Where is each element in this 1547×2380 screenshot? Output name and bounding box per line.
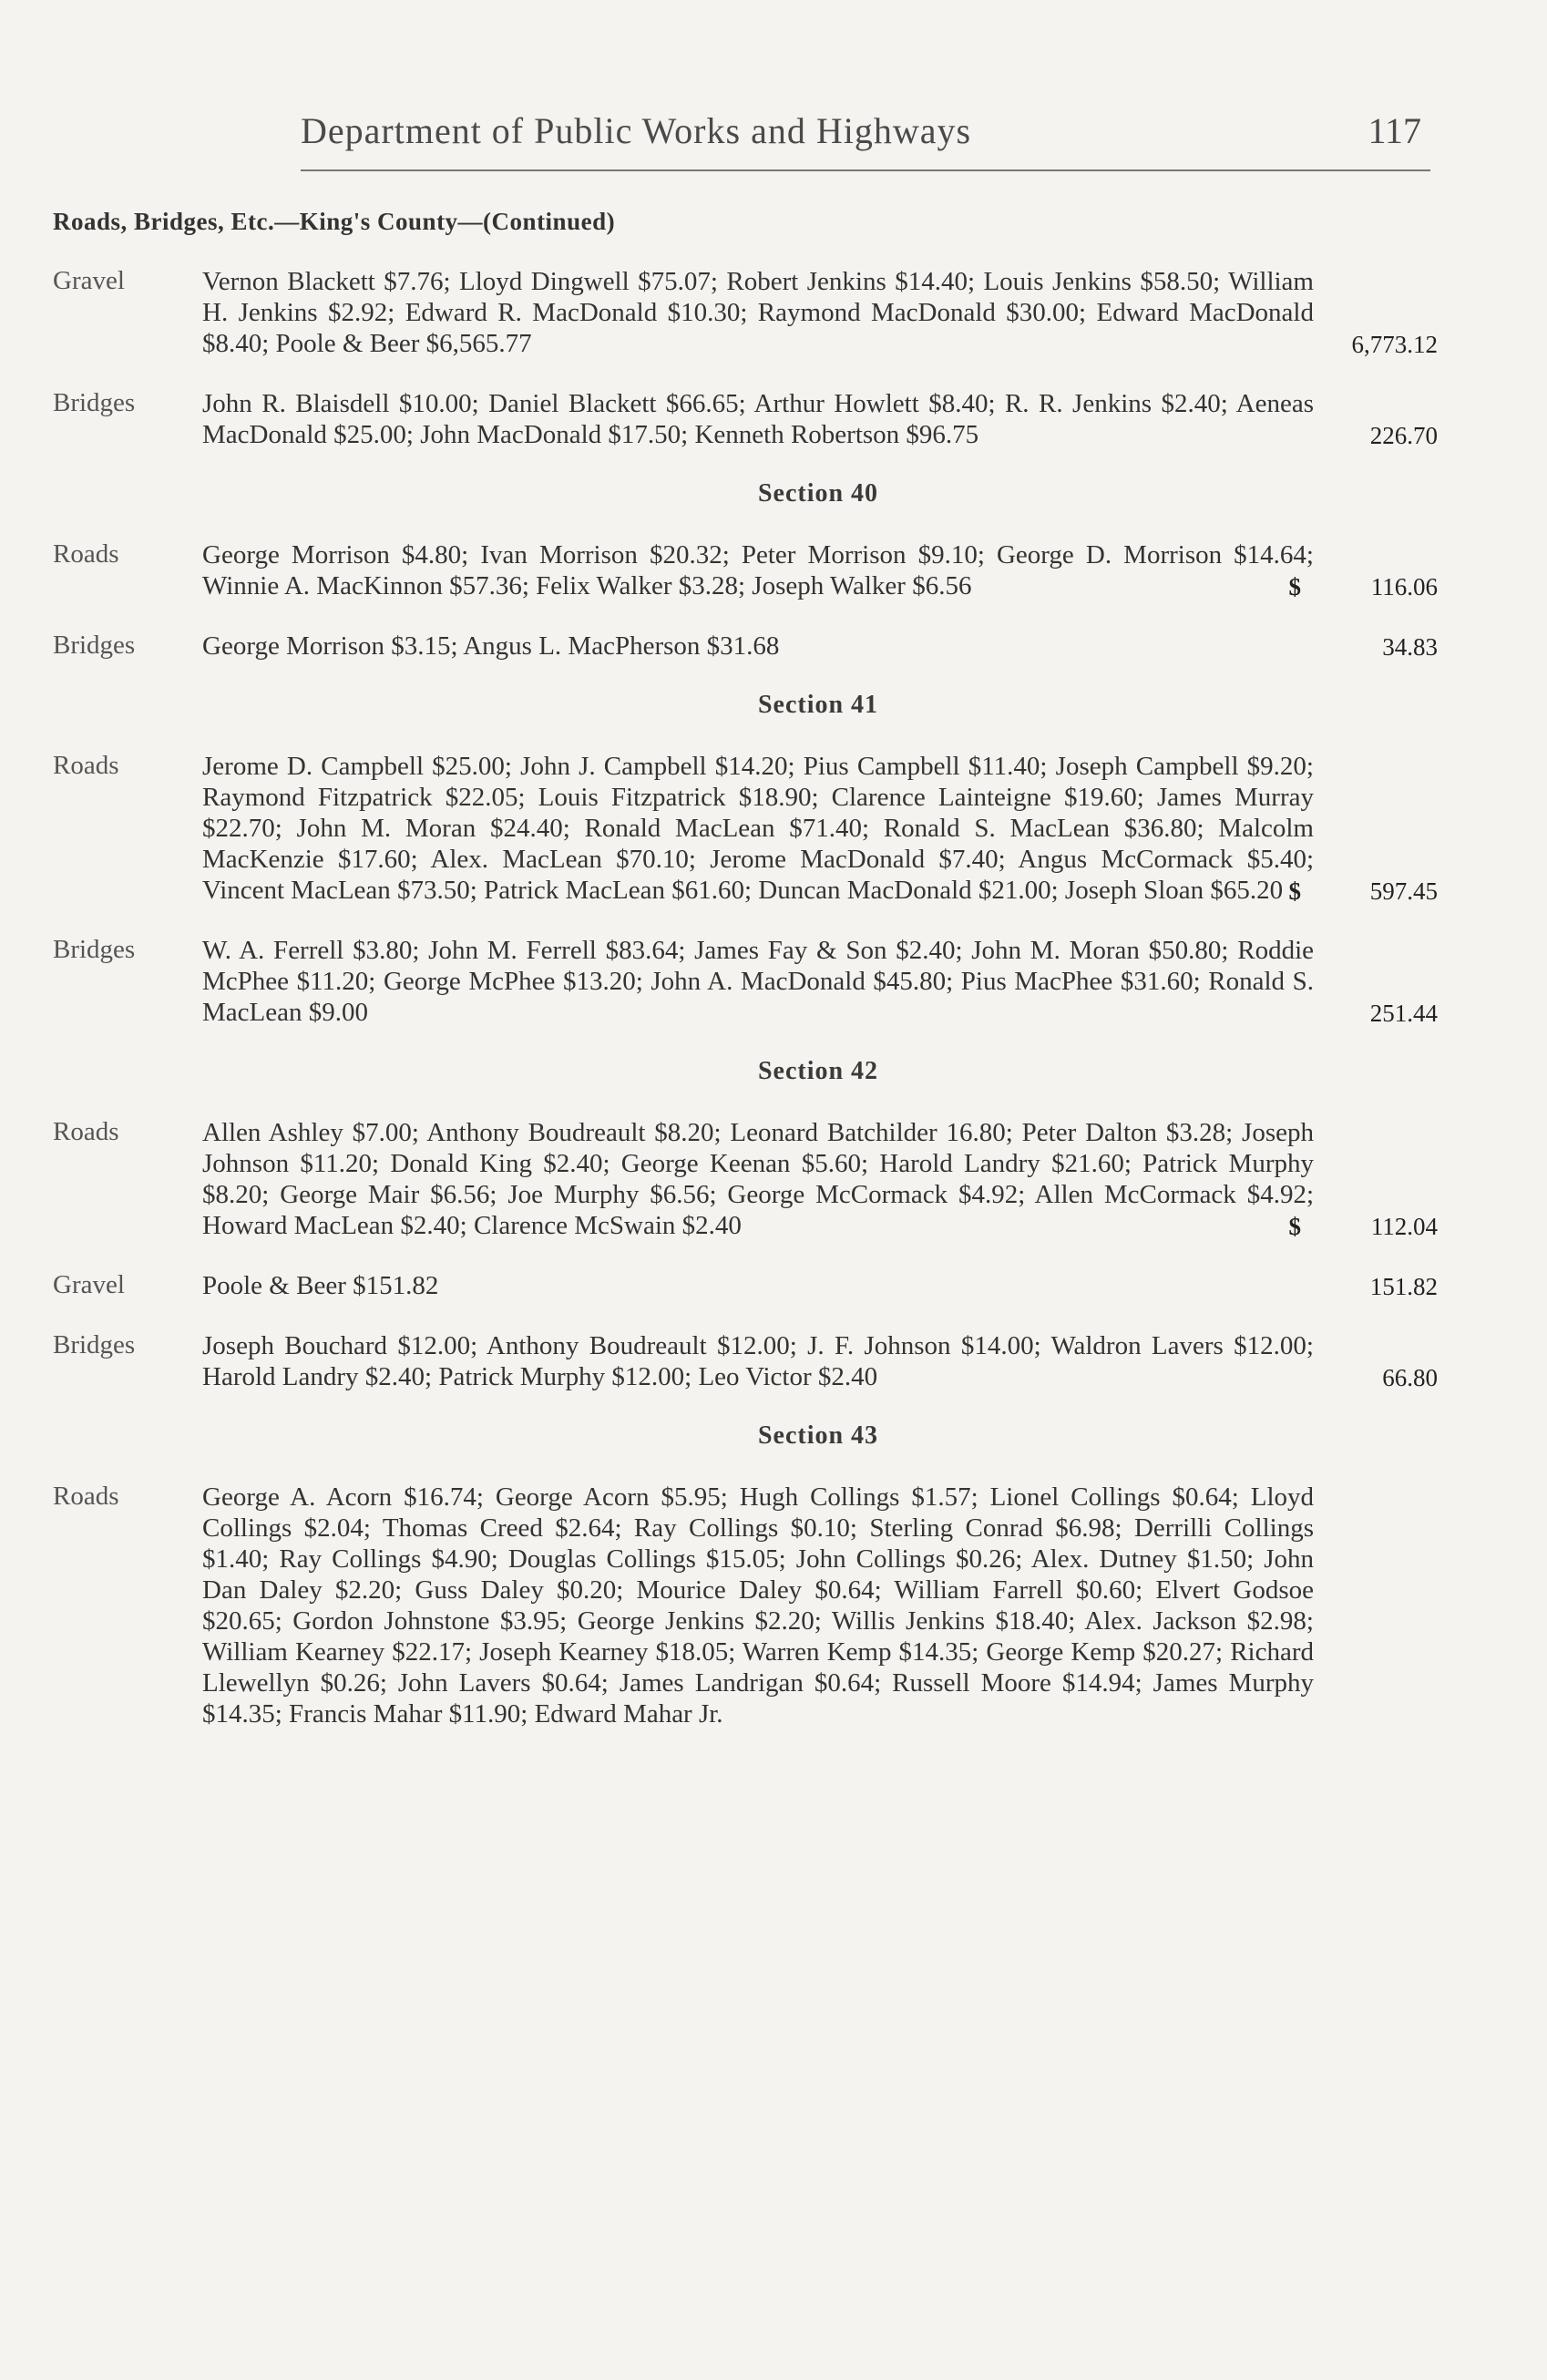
entry-payees-text: W. A. Ferrell $3.80; John M. Ferrell $83.64; James Fay & Son $2.40; John M. Moran $50.80; Roddie McPhee $11.20; George McPhee $13.20; John A. MacDonald $45.80; Pius MacPhee $31.60; Ronald S. MacLean $9.00 [202,936,1314,1027]
entry-total-amount: 116.06 [1370,573,1438,600]
entry-category-label: Roads [53,539,119,569]
entry-payees-text: Jerome D. Campbell $25.00; John J. Campbell $14.20; Pius Campbell $11.40; Joseph Campbell $9.20; Raymond Fitzpatrick $22.05; Louis Fitzpatrick $18.90; Clarence Lainteigne $19.60; James Murray $22.70; John M. Moran $24.40; Ronald MacLean $71.40; Ronald S. MacLean $36.80; Malcolm MacKenzie $17.60; Alex. MacLean $70.10; Jerome MacDonald $7.40; Angus McCormack $5.40; Vincent MacLean $73.50; Patrick MacLean $61.60; Duncan MacDonald $21.00; Joseph Sloan $65.20 [202,752,1314,905]
ledger-entry [53,1117,1438,1241]
running-head-title: Department of Public Works and Highways [301,110,972,151]
entry-category-label: Bridges [53,631,136,660]
ledger-entry [53,388,1438,450]
ledger-entry [53,751,1438,906]
entry-category-label: Gravel [53,266,125,295]
dollar-sign: $ [1288,877,1301,905]
table-subtitle: Roads, Bridges, Etc.—King's County—(Continued) [53,208,616,235]
entry-payees-text: Vernon Blackett $7.76; Lloyd Dingwell $75.07; Robert Jenkins $14.40; Louis Jenkins $58.50; William H. Jenkins $2.92; Edward R. MacDonald $10.30; Raymond MacDonald $30.00; Edward MacDonald $8.40; Poole & Beer $6,565.77 [202,267,1314,358]
entry-payees-text: George A. Acorn $16.74; George Acorn $5.95; Hugh Collings $1.57; Lionel Collings $0.64; Lloyd Collings $2.04; Thomas Creed $2.64; Ray Collings $0.10; Sterling Conrad $6.98; Derrilli Collings $1.40; Ray Collings $4.90; Douglas Collings $15.05; John Collings $0.26; Alex. Dutney $1.50; John Dan Daley $2.20; Guss Daley $0.20; Mourice Daley $0.64; William Farrell $0.60; Elvert Godsoe $20.65; Gordon Johnstone $3.95; George Jenkins $2.20; Willis Jenkins $18.40; Alex. Jackson $2.98; William Kearney $22.17; Joseph Kearney $18.05; Warren Kemp $14.35; George Kemp $20.27; Richard Llewellyn $0.26; John Lavers $0.64; James Landrigan $0.64; Russell Moore $14.94; James Murphy $14.35; Francis Mahar $11.90; Edward Mahar Jr. [202,1482,1314,1729]
ledger-entry [53,1270,1438,1301]
ledger-entry [53,631,1438,662]
entry-payees-text: John R. Blaisdell $10.00; Daniel Blackett $66.65; Arthur Howlett $8.40; R. R. Jenkins $2.40; Aeneas MacDonald $25.00; John MacDonald $17.50; Kenneth Robertson $96.75 [202,389,1314,449]
dollar-sign: $ [1288,573,1301,600]
entry-payees-text: Joseph Bouchard $12.00; Anthony Boudreault $12.00; J. F. Johnson $14.00; Waldron Lavers $12.00; Harold Landry $2.40; Patrick Murphy $12.00; Leo Victor $2.40 [202,1331,1314,1391]
ledger-content [53,266,1438,1759]
entry-category-label: Bridges [53,1330,136,1359]
entry-category-label: Bridges [53,388,136,417]
entry-category-label: Gravel [53,1270,125,1299]
entry-total-amount: 251.44 [1369,1000,1438,1027]
page-number: 117 [1368,110,1421,151]
dollar-sign: $ [1288,1213,1301,1240]
ledger-entry [53,935,1438,1028]
entry-payees-text: Allen Ashley $7.00; Anthony Boudreault $8.20; Leonard Batchilder 16.80; Peter Dalton $3.28; Joseph Johnson $11.20; Donald King $2.40; George Keenan $5.60; Harold Landry $21.60; Patrick Murphy $8.20; George Mair $6.56; Joe Murphy $6.56; George McCormack $4.92; Allen McCormack $4.92; Howard MacLean $2.40; Clarence McSwain $2.40 [202,1118,1314,1240]
section-heading: Section 42 [757,1057,879,1085]
ledger-entry [53,1330,1438,1392]
entry-category-label: Roads [53,1482,119,1511]
entry-total-amount: 151.82 [1369,1273,1438,1300]
ledger-entry [53,1482,1438,1729]
section-heading: Section 43 [757,1421,879,1450]
ledger-entry [53,266,1438,359]
entry-total-amount: 226.70 [1369,422,1438,449]
header-rule [301,169,1430,171]
entry-total-amount: 597.45 [1369,877,1438,905]
entry-payees-text: Poole & Beer $151.82 [202,1271,439,1300]
entry-total-amount: 66.80 [1382,1364,1438,1391]
entry-total-amount: 34.83 [1382,633,1438,661]
entry-category-label: Roads [53,751,119,780]
entry-category-label: Roads [53,1117,119,1146]
ledger-entry [53,539,1438,601]
entry-total-amount: 6,773.12 [1351,331,1438,358]
section-heading: Section 41 [757,691,879,719]
entry-total-amount: 112.04 [1370,1213,1438,1240]
entry-payees-text: George Morrison $3.15; Angus L. MacPherson $31.68 [202,631,780,661]
page-header [301,109,1430,164]
entry-category-label: Bridges [53,935,136,964]
entry-payees-text: George Morrison $4.80; Ivan Morrison $20.32; Peter Morrison $9.10; George D. Morrison $14.64; Winnie A. MacKinnon $57.36; Felix Walker $3.28; Joseph Walker $6.56 [202,540,1314,600]
section-heading: Section 40 [757,479,879,508]
